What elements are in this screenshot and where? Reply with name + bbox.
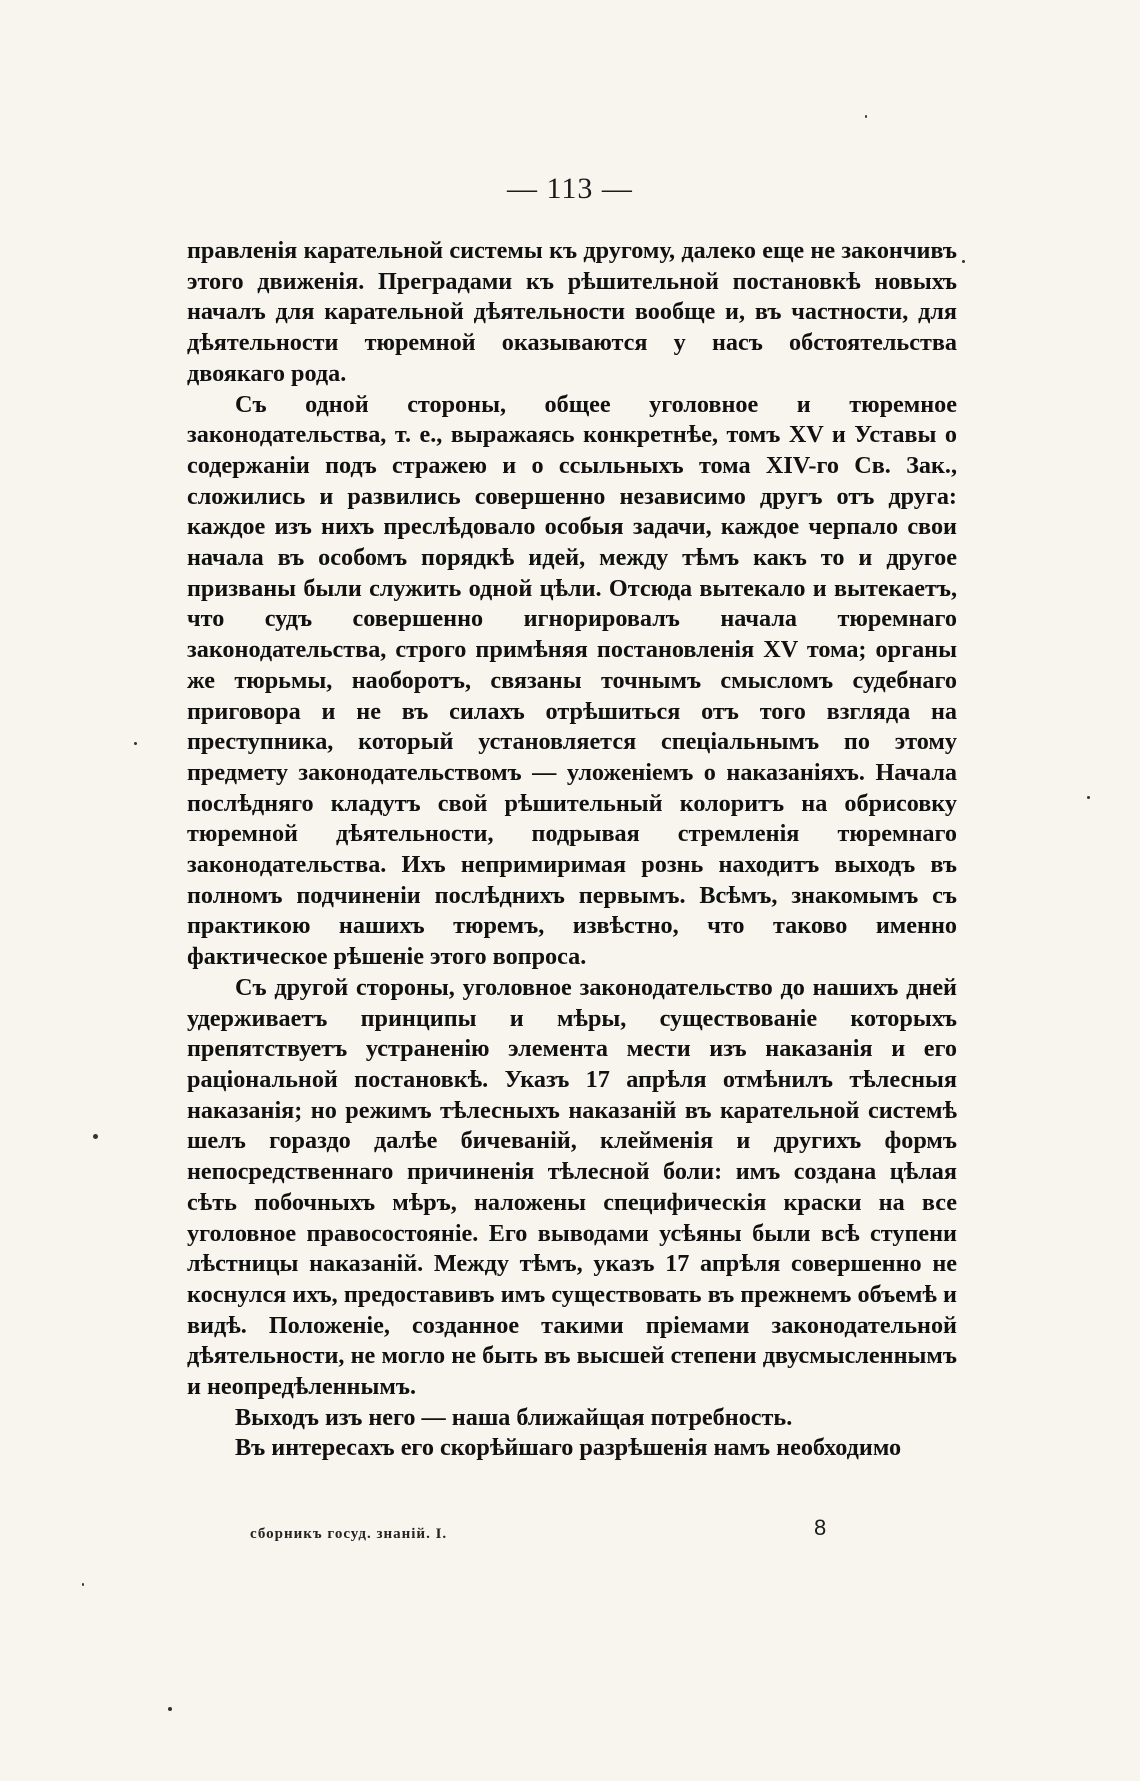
scan-speck (962, 260, 965, 263)
scan-speck (865, 115, 867, 118)
paragraph-other-side: Съ другой стороны, уголовное законодательство до нашихъ дней удерживаетъ принципы и мѣры, существованіе которыхъ препятствуетъ устраненію элемента мести изъ наказанія и его раціональной постановкѣ. Указъ 17 апрѣля отмѣнилъ тѣлесныя наказанія; но режимъ тѣлесныхъ наказаній въ карательной системѣ шелъ гораздо далѣе бичеваній, клейменія и другихъ формъ непосредственнаго причиненія тѣлесной боли: имъ создана цѣлая сѣть побочныхъ мѣръ, наложены специфическія краски на все уголовное правосостояніе. Его выводами усѣяны были всѣ ступени лѣстницы наказаній. Между тѣмъ, указъ 17 апрѣля совершенно не коснулся ихъ, предоставивъ имъ существовать въ прежнемъ объемѣ и видѣ. Положеніе, созданное такими пріемами законодательной дѣятельности, не могло не быть въ высшей степени двусмысленнымъ и неопредѣленнымъ. (187, 973, 957, 1401)
scan-speck (93, 1134, 98, 1139)
sheet-number: 8 (814, 1515, 827, 1540)
scan-speck (1087, 796, 1090, 799)
printer-signature: сборникъ госуд. знаній. I. (250, 1526, 448, 1542)
body-text (187, 236, 957, 1464)
scan-speck (82, 1583, 84, 1586)
page-number: — 113 — (507, 172, 633, 205)
scan-speck (168, 1707, 172, 1711)
paragraph-way-out: Выходъ изъ него — наша ближайщая потребность. (235, 1403, 793, 1431)
paragraph-one-side: Съ одной стороны, общее уголовное и тюремное законодательства, т. е., выражаясь конкретнѣе, томъ XV и Уставы о содержаніи подъ стражею и о ссыльныхъ тома XIV-го Св. Зак., сложились и развились совершенно независимо другъ отъ друга: каждое изъ нихъ преслѣдовало особыя задачи, каждое черпало свои начала въ особомъ порядкѣ идей, между тѣмъ какъ то и другое призваны были служить одной цѣли. Отсюда вытекало и вытекаетъ, что судъ совершенно игнорировалъ начала тюремнаго законодательства, строго примѣняя постановленія XV тома; органы же тюрьмы, наоборотъ, связаны точнымъ смысломъ судебнаго приговора и не въ силахъ отрѣшиться отъ того взгляда на преступника, который установляется спеціальнымъ по этому предмету законодательствомъ — уложеніемъ о наказаніяхъ. Начала послѣдняго кладутъ свой рѣшительный колоритъ на обрисовку тюремной дѣятельности, подрывая стремленія тюремнаго законодательства. Ихъ непримиримая рознь находитъ выходъ въ полномъ подчиненіи послѣднихъ первымъ. Всѣмъ, знакомымъ съ практикою нашихъ тюремъ, извѣстно, что таково именно фактическое рѣшеніе этого вопроса. (187, 390, 957, 971)
paragraph-final-line: Въ интересахъ его скорѣйшаго разрѣшенія намъ необходимо (235, 1434, 902, 1462)
scan-speck (134, 742, 137, 745)
paragraph-continuation: правленія карательной системы къ другому, далеко еще не закончивъ этого движенія. Преградами къ рѣшительной постановкѣ новыхъ началъ для карательной дѣятельности вообще и, въ частности, для дѣятельности тюремной оказываются у насъ обстоятельства двоякаго рода. (187, 237, 957, 387)
